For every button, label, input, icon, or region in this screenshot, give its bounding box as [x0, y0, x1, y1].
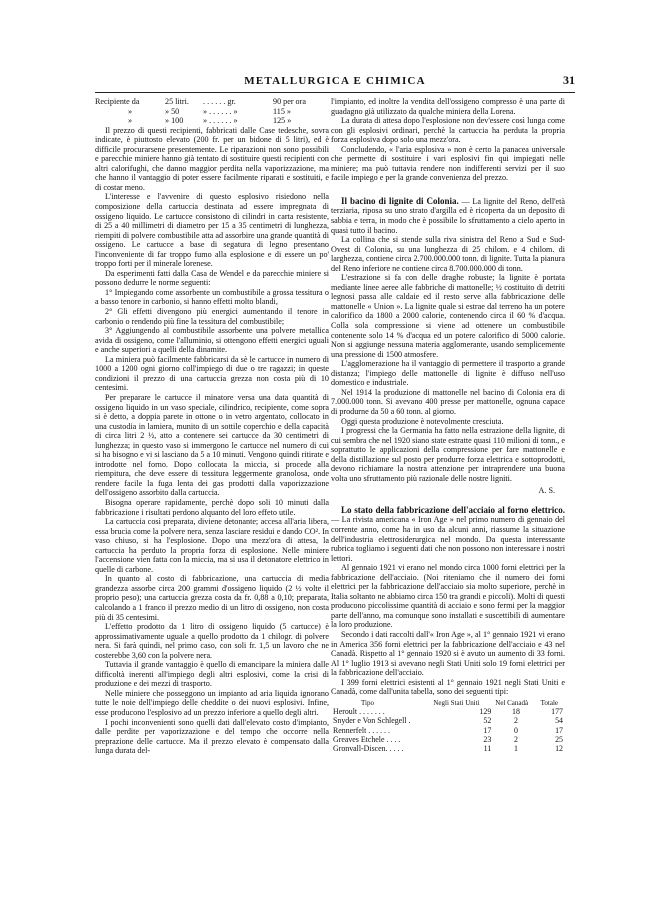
table-row: Heroult . . . . . . . 129 18 177: [333, 706, 563, 716]
paragraph: I pochi inconvenienti sono quelli dati dall'elevato costo d'impianto, dalle perdite per vaporizzazione e del tempo che occorre nella preprazione delle cartucce. Ma il prezzo elevato è compensato dalla lunga durata del-: [95, 717, 329, 756]
col-header: Totale: [540, 698, 559, 707]
paragraph-lead: — La lignite del Reno, dell'età terziaria, riposa su uno strato d'argilla ed è ricoperta da un deposito di sabbia e terra, in modo che è possibile lo sfruttamento a cielo aperto in quasi tutto il bacino.: [331, 196, 565, 235]
paragraph: 3° Aggiungendo al combustibile assorbente una polvere metallica avida di ossigeno, come l'alluminio, si ottengono effetti energici uguali e anche superiori a quelli della dinamite.: [95, 326, 329, 355]
paragraph: L'effetto prodotto da 1 litro di ossigeno liquido (5 cartucce) è approssimativamente uguale a quello prodotto da 1 chilogr. di polvere nera. Si farà quindi, nel primo caso, con soli fr. 1,5 un lavoro che ne costerebbe 3,60 con la polvere nera.: [95, 622, 329, 660]
table-row: Snyder e Von Schlegell . 52 2 54: [333, 716, 563, 726]
paragraph: I progressi che la Germania ha fatto nella estrazione della lignite, di cui sembra che nel 1920 siano state estratte quasi 110 milioni di tonn., e soprattutto le applicazioni della compressione per fare mattonelle e della distillazione sul posto per produrre forza elettrica e sottoprodotti, devono richiamare la nostra attenzione per intraprendere una buona volta uno sfruttamento più razionale delle nostre ligniti.: [331, 426, 565, 483]
article-colonia: [331, 197, 565, 235]
paragraph: Secondo i dati raccolti dall'« Iron Age », al 1° gennaio 1921 vi erano in America 356 forni elettrici per la fabbricazione dell'acciaio e 43 nel Canadà. Rispetto al 1° gennaio 1920 si è avuto un aumento di 33 forni. Al 1° luglio 1913 si avevano negli Stati Uniti solo 19 forni elettrici per la fabbricazione dell'acciaio.: [331, 629, 565, 678]
paragraph: Il prezzo di questi recipienti, fabbricati dalle Case tedesche, sovra indicate, è piuttosto elevato (200 fr. per un bidone di 5 litri), ed è difficile procurarsene presentemente. Le riparazioni non sono possibili e parecchie miniere hanno già tentato di sostituire questi recipienti con altri calorifughi, che danno maggior perdita nella vaporizzazione, ma che hanno il vantaggio di poter essere facilmente riparati e sostituiti, e di costar meno.: [95, 125, 329, 192]
paragraph: L'agglomerazione ha il vantaggio di permettere il trasporto a grande distanza; l'impiego delle mattonelle di lignite è diffuso nell'uso domestico e industriale.: [331, 359, 565, 388]
furnace-table: [331, 699, 565, 754]
paragraph: In quanto al costo di fabbricazione, una cartuccia di media grandezza assorbe circa 200 grammi d'ossigeno liquido (2 ½ volte il proprio peso); una cartuccia grezza costa da fr. 0,88 a 0,10; preparata, calcolando a 1 franco il prezzo medio di un litro di ossigeno, non costa più di 35 centesimi.: [95, 574, 329, 622]
right-column: [331, 97, 565, 843]
paragraph: Nelle miniere che posseggono un impianto ad aria liquida ignorano tutte le noie dell'impiego delle cheddite o dei nuovi esplosivi. Infine, esse producono l'esplosivo ad un prezzo inferiore a quello degli altri.: [95, 688, 329, 717]
col-header: Nel Canadà: [495, 698, 529, 707]
paragraph: Nel 1914 la produzione di mattonelle nel bacino di Colonia era di 7.000.000 tonn. Si avevano 400 presse per mattonelle, ognuna capace di produrne da 50 a 60 tonn. al giorno.: [331, 387, 565, 416]
author-signature: A. S.: [538, 486, 555, 496]
paragraph: Al gennaio 1921 vi erano nel mondo circa 1000 forni elettrici per la fabbricazione dell'acciaio. (Noi riteniamo che il numero dei forni elettrici per la fabbricazione dell'acciaio sia molto superiore, perchè in Italia soltanto ne abbiamo circa 150 tra grandi e piccoli). Molti di questi producono piccolissime quantità di acciaio e sono fermi per la maggior parte dell'anno, ma comunque sono installati e suscettibili di aumentare la loro produzione.: [331, 563, 565, 630]
paragraph: La miniera può facilmente fabbricarsi da sè le cartucce in numero di 1000 a 1200 ogni giorno coll'impiego di due o tre ragazzi; in queste condizioni il prezzo di una cartuccia grezza non costa più di 10 centesimi.: [95, 354, 329, 393]
paragraph: L'estrazione si fa con delle draghe robuste; la lignite è portata mediante linee aeree alle fabbriche di mattonelle; ½ costituito di detriti legnosi passa alle caldaie ed il resto serve alla fabbricazione delle mattonelle « Union ». La lignite quale si estrae dal terreno ha un potere calorifico da 1800 a 2000 calorie, contenendo circa il 60 % d'acqua. Colla sola compressione si viene ad ottenere un combustibile contenente solo 14 % d'acqua ed un potere calorifico di 5000 calorie. Non si aggiunge nessuna materia agglomerante, usando semplicemente una pressione di 1500 atmosfere.: [331, 273, 565, 359]
col-header: Negli Stati Uniti: [433, 698, 480, 707]
col-header: Tipo: [361, 698, 374, 707]
table-header-row: [331, 699, 565, 707]
paragraph-lead: — La rivista americana « Iron Age » nel primo numero di gennaio del corrente anno, come ha in uso da alcuni anni, riassume la situazione dell'industria elettrosiderurgica nel mondo. Da questa interessante rubrica togliamo i seguenti dati che non possono non interessare i nostri lettori.: [331, 515, 565, 563]
header-rule: [95, 92, 575, 93]
page-number: 31: [563, 73, 575, 87]
recipient-row: » » 50 » . . . . . . » 115 »: [127, 106, 291, 116]
article-heading: Il bacino di lignite di Colonia.: [341, 195, 459, 206]
recipient-row: Recipiente da 25 litri. . . . . . . gr. 90 per ora: [95, 97, 306, 106]
left-column: [95, 97, 329, 843]
section-gap: [331, 183, 565, 197]
paragraph: l'impianto, ed inoltre la vendita dell'ossigeno compresso è una parte di guadagno già utilizzato da qualche miniera della Lorena.: [331, 97, 565, 116]
running-title: METALLURGICA E CHIMICA: [244, 75, 426, 87]
paragraph: Oggi questa produzione è notevolmente cresciuta.: [341, 416, 504, 426]
paragraph: La cartuccia così preparata, diviene detonante; accesa all'aria libera, essa brucia come la polvere nera, senza lasciare residui e dando CO². In vaso chiuso, si ha l'esplosione. Dopo una mezz'ora di attesa, la cartuccia ha perduto la propria forza di esplosione. Nelle miniere l'accensione vien fatta con la miccia, ma si usa il detonatore elettrico in quelle di carbone.: [95, 517, 329, 574]
recipient-row: » » 100 » . . . . . . » 125 »: [127, 116, 292, 126]
paragraph: Tuttavia il grande vantaggio è quello di emancipare la miniera dalle difficoltà inerenti all'impiego degli altri esplosivi, come la crisi di produzione e dei mezzi di trasporto.: [95, 660, 329, 689]
paragraph: I 399 forni elettrici esistenti al 1° gennaio 1921 negli Stati Uniti e Canadà, come dall'unita tabella, sono dei seguenti tipi:: [331, 677, 565, 697]
paragraph: La collina che si stende sulla riva sinistra del Reno a Sud e Sud-Ovest di Colonia, su una lunghezza di 25 chilom. e 4 chilom. di larghezza, contiene circa 2.700.000.000 tonn. di lignite. Tutta la pianura del Reno inferiore ne contiene circa 8.700.000.000 di tonn.: [331, 235, 565, 273]
paragraph: 1° Impiegando come assorbente un combustibile a grossa tessitura o a basso tenore in carbonio, si hanno effetti molto blandi,: [95, 287, 329, 307]
table-row: Greaves Etchele . . . . 23 2 25: [333, 735, 563, 745]
article-acciaio: [331, 506, 565, 563]
recipient-list: [95, 97, 329, 126]
paragraph: 2° Gli effetti divengono più energici aumentando il tenore in carbonio o rendendo più fine la tessitura del combustibile;: [95, 307, 329, 326]
table-row: Gronvall-Discen. . . . . 11 1 12: [333, 744, 563, 754]
page-header: [95, 72, 575, 90]
paragraph: L'interesse e l'avvenire di questo esplosivo risiedono nella composizione della cartuccia destinata ad essere impregnata di ossigeno liquido. Le cartucce consistono di cilindri in carta resistente, di 25 a 40 millimetri di diametro per 15 a 35 centimetri di lunghezza, riempiti di polvere combustibile atta ad assorbire una grande quantità di ossigeno. Le cartucce a base di segatura di legno presentano l'inconveniente di far troppo fumo alla esplosione e di essere un po' troppo forti per il minerale lorenese.: [95, 192, 329, 269]
paragraph: Per preparare le cartucce il minatore versa una data quantità di ossigeno liquido in un vaso speciale, cilindrico, recipiente, come sopra si è detto, a doppia parete in ottone o in vetro argentato, collocato in una custodia in lamiera, munito di un sottile coperchio e della capacità di circa litri 2 ½, atto a contenere sei cartucce da 30 centimetri di lunghezza; in questo vaso si immergono le cartucce nel numero di cui si ha bisogno e vi si lasciano da 5 a 10 minuti. Vengono quindi ritirate e introdotte nel forno. Dopo collocata la miccia, si procede alla riempitura, che deve essere di tessitura leggermente granolosa, onde rendere facile la fuga lenta dei gas prodotti dalla vaporizzazione dell'ossigeno assorbito dalla cartuccia.: [95, 392, 329, 498]
paragraph: La durata di attesa dopo l'esplosione non dev'essere così lunga come con gli esplosivi ordinari, perchè la cartuccia ha perduta la propria forza esplosiva dopo solo una mezz'ora.: [331, 116, 565, 145]
paragraph: Concludendo, « l'aria esplosiva » non è certo la panacea universale che permette di sostituire i vari esplosivi fin qui impiegati nelle miniere; ma può tuttavia rendere non indifferenti servizi per il suo facile impiego e per la grande convenienza del prezzo.: [331, 144, 565, 183]
paragraph: Bisogna operare rapidamente, perchè dopo soli 10 minuti dalla fabbricazione i risultati perdono alquanto del loro effeto utile.: [95, 497, 329, 517]
article-heading: Lo stato della fabbricazione dell'acciaio al forno elettrico.: [341, 504, 565, 515]
paragraph: Da esperimenti fatti dalla Casa de Wendel e da parecchie miniere si possono dedurre le norme seguenti:: [95, 268, 329, 288]
table-row: Rennerfelt . . . . . . 17 0 17: [333, 725, 563, 735]
